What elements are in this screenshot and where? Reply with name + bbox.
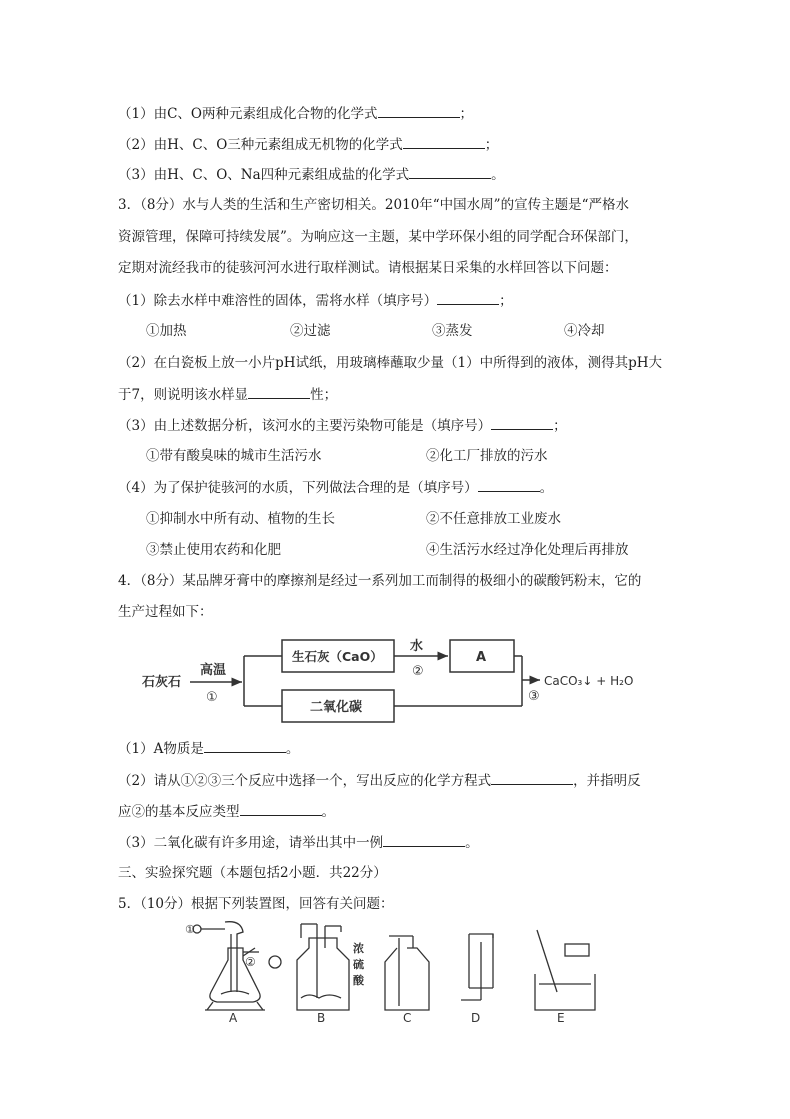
answer-blank[interactable] [437,291,499,305]
option: ①抑制水中所有动、植物的生长 [146,511,335,527]
b-label-3: 酸 [353,974,364,987]
q4-sub1: （1）A物质是 。 [118,741,300,757]
q5-intro: 5．（10分）根据下列装置图，回答有关问题： [118,896,394,912]
apparatus-e [535,930,595,1010]
answer-blank[interactable] [383,833,465,847]
q3-sub1: （1）除去水样中难溶性的固体，需将水样（填序号） ； [118,293,513,309]
q3-sub2-line2: 于7，则说明该水样显 性； [118,387,338,403]
label-c: C [403,1011,412,1025]
section-heading: 三、实验探究题（本题包括2小题．共22分） [118,865,387,881]
arrow3-label: ③ [528,689,540,704]
q4-sub3: （3）二氧化碳有许多用途，请举出其中一例 。 [118,835,479,851]
product-label: CaCO₃↓ + H₂O [544,674,634,688]
arrow2-top-label: 水 [410,639,424,654]
label-d: D [471,1011,481,1025]
apparatus-c [385,936,429,1010]
answer-blank[interactable] [248,385,310,399]
start-label: 石灰石 [142,675,182,690]
label-e: E [557,1011,565,1025]
apparatus-d [461,934,493,1000]
option: ④冷却 [564,323,605,339]
q4-sub2-line1: （2）请从①②③三个反应中选择一个，写出反应的化学方程式 ，并指明反 [118,773,641,789]
q3-intro-line2: 资源管理，保障可持续发展”。为响应这一主题，某中学环保小组的同学配合环保部门， [118,229,638,245]
q3-intro-line3: 定期对流经我市的徒骇河河水进行取样测试。请根据某日采集的水样回答以下问题： [118,260,618,276]
question-line: （3）由H、C、O、Na四种元素组成盐的化学式 。 [118,167,505,183]
quicklime-label: 生石灰（CaO） [292,649,383,664]
answer-blank[interactable] [491,416,553,430]
question-line: （1）由C、O两种元素组成化合物的化学式 ； [118,106,473,122]
answer-blank[interactable] [403,135,485,149]
q4-intro-line1: 4．（8分）某品牌牙膏中的摩擦剂是经过一系列加工而制得的极细小的碳酸钙粉末，它的 [118,573,642,589]
b-label-2: 硫 [353,958,364,971]
q3-sub2-line1: （2）在白瓷板上放一小片pH试纸，用玻璃棒蘸取少量（1）中所得到的液体，测得其pH大 [118,355,663,371]
question-line: （2）由H、C、O三种元素组成无机物的化学式 ； [118,137,499,153]
option: ②过滤 [290,323,331,339]
answer-blank[interactable] [491,771,573,785]
substance-a-label: A [476,650,487,665]
process-flow-diagram [130,630,670,725]
label-a: A [229,1011,238,1025]
answer-blank[interactable] [409,165,491,179]
option: ③禁止使用农药和化肥 [146,542,281,558]
answer-blank[interactable] [240,802,322,816]
q3-sub3: （3）由上述数据分析，该河水的主要污染物可能是（填序号） ； [118,418,567,434]
q4-sub2-line2: 应②的基本反应类型 。 [118,804,335,820]
apparatus-b [297,924,349,1010]
q4-intro-line2: 生产过程如下： [118,604,213,620]
q3-sub4: （4）为了保护徒骇河的水质，下列做法合理的是（填序号） 。 [118,480,554,496]
apparatus-figure [185,918,615,1026]
answer-blank[interactable] [478,478,540,492]
option: ④生活污水经过净化处理后再排放 [426,542,629,558]
answer-blank[interactable] [378,104,460,118]
answer-blank[interactable] [204,739,286,753]
option: ①带有酸臭味的城市生活污水 [146,448,322,464]
co2-label: 二氧化碳 [310,700,363,715]
marker-1: ① [185,923,195,936]
label-b: B [317,1011,326,1025]
marker-2: ② [245,955,256,969]
arrow1-bottom-label: ① [206,690,218,705]
option: ②不任意排放工业废水 [426,511,561,527]
b-label-1: 浓 [353,942,364,955]
option: ①加热 [146,323,187,339]
q3-intro-line1: 3．（8分）水与人类的生活和生产密切相关。2010年“中国水周”的宣传主题是“严格水 [118,197,629,213]
arrow1-top-label: 高温 [200,663,227,678]
option: ②化工厂排放的污水 [426,448,548,464]
option: ③蒸发 [432,323,473,339]
arrow2-bottom-label: ② [412,664,424,679]
